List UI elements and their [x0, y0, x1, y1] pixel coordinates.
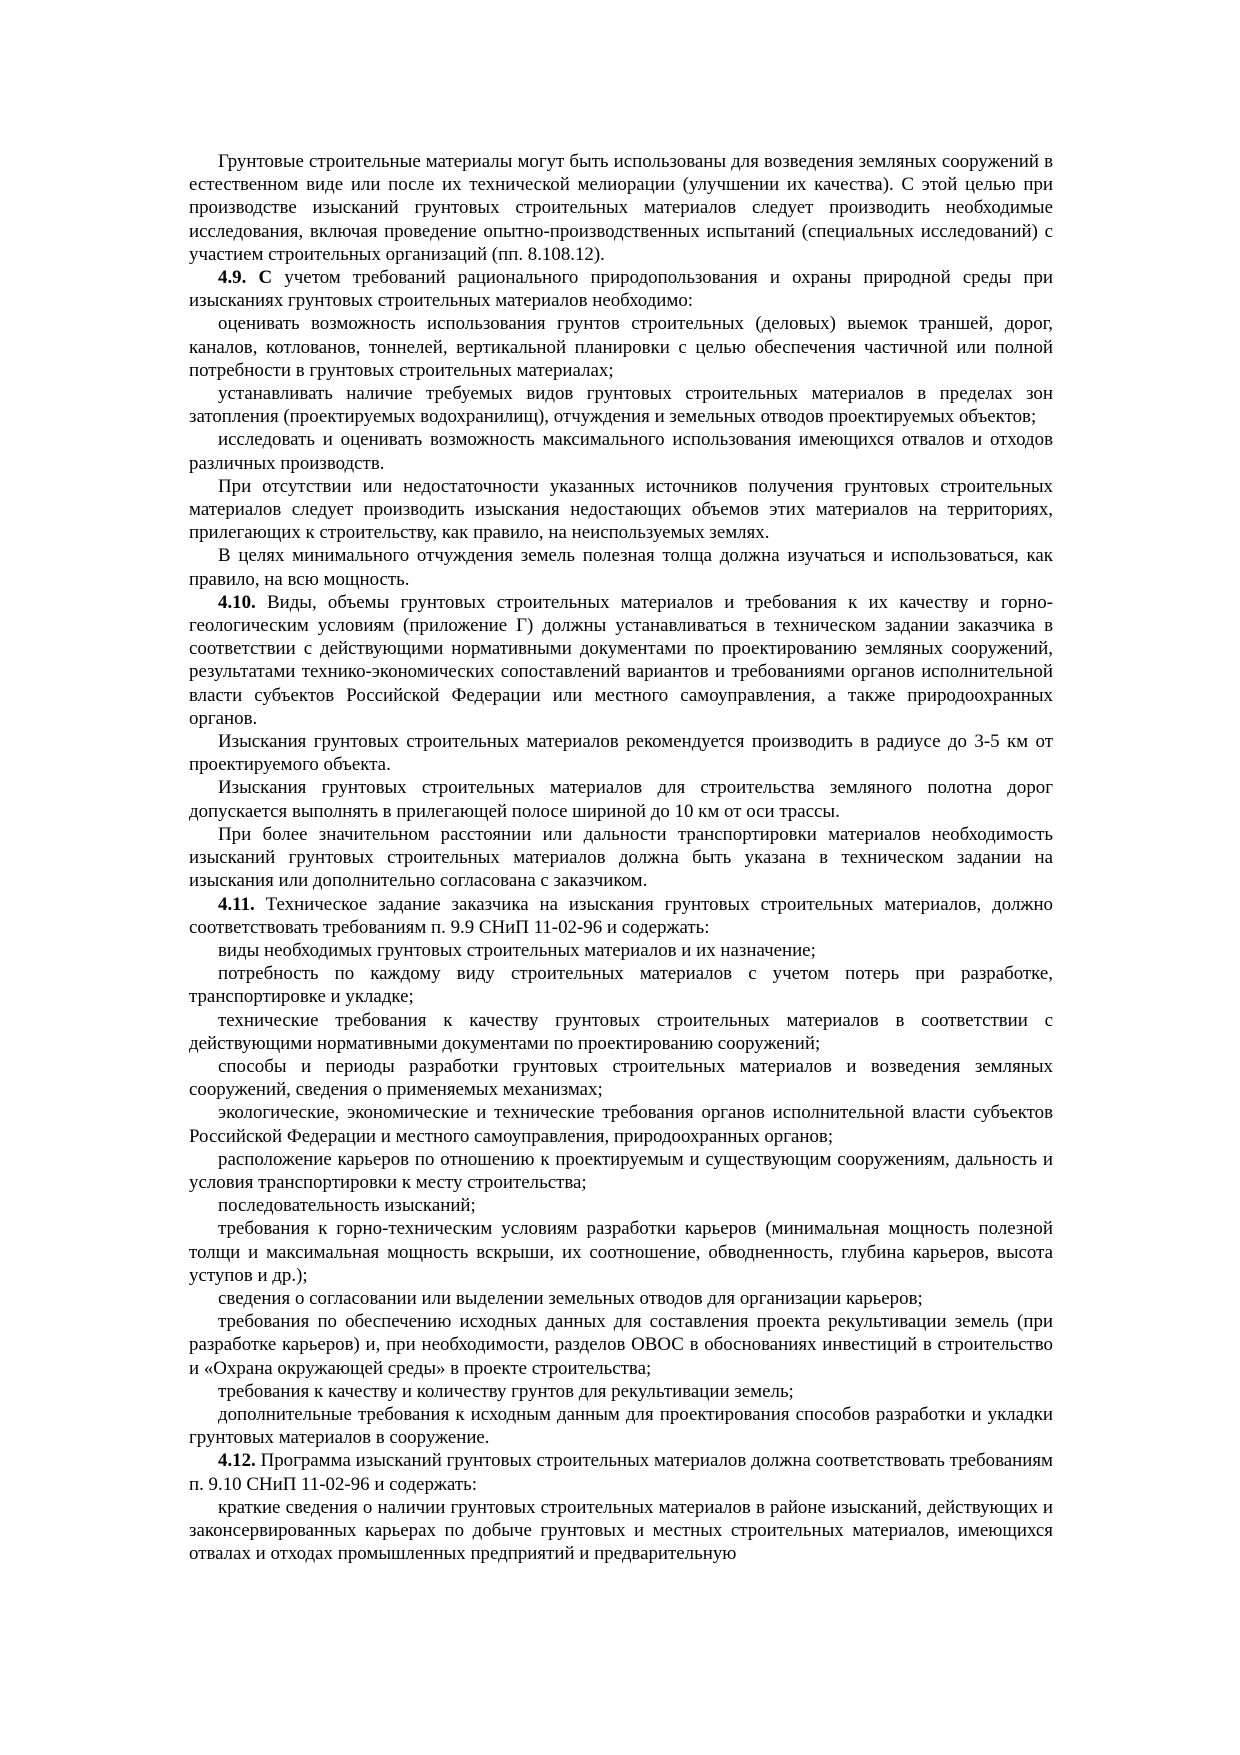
paragraph	[189, 150, 1053, 266]
paragraph	[189, 1101, 1053, 1147]
paragraph-text: расположение карьеров по отношению к проектируемым и существующим сооружениям, дальность и условия транспортировки к месту строительства;	[189, 1148, 1053, 1193]
paragraph	[189, 1148, 1053, 1194]
paragraph-text: способы и периоды разработки грунтовых строительных материалов и возведения земляных сооружений, сведения о применяемых механизмах;	[189, 1055, 1053, 1101]
clause-number: 4.9. С	[218, 267, 273, 289]
paragraph	[189, 1496, 1053, 1566]
paragraph-text: устанавливать наличие требуемых видов грунтовых строительных материалов в пределах зон затопления (проектируемых водохранилищ), отчуждения и земельных отводов проектируемых объектов;	[189, 383, 1053, 428]
paragraph-text: оценивать возможность использования грунтов строительных (деловых) выемок траншей, дорог, каналов, котлованов, тоннелей, вертикальной планировки с целью обеспечения частичной или полной потребности в грунтовых строительных материалах;	[189, 313, 1053, 381]
paragraph	[189, 1449, 1053, 1495]
paragraph-text: Программа изысканий грунтовых строительных материалов должна соответствовать требованиям п. 9.10 СНиП 11-02-96 и содержать:	[189, 1450, 1053, 1495]
paragraph-text: Изыскания грунтовых строительных материалов рекомендуется производить в радиусе до 3-5 км от проектируемого объекта.	[189, 731, 1053, 776]
paragraph-text: исследовать и оценивать возможность максимального использования имеющихся отвалов и отходов различных производств.	[189, 429, 1053, 474]
paragraph	[189, 475, 1053, 545]
paragraph-text: Техническое задание заказчика на изыскания грунтовых строительных материалов, должно соответствовать требованиям п. 9.9 СНиП 11-02-96 и содержать:	[189, 893, 1053, 938]
paragraph	[189, 1217, 1053, 1287]
paragraph	[189, 1009, 1053, 1055]
paragraph-text: учетом требований рационального природопользования и охраны природной среды при изысканиях грунтовых строительных материалов необходимо:	[189, 267, 1053, 312]
paragraph-text: сведения о согласовании или выделении земельных отводов для организации карьеров;	[218, 1287, 923, 1309]
paragraph	[189, 776, 1053, 822]
paragraph	[189, 1403, 1053, 1449]
paragraph	[189, 730, 1053, 776]
paragraph	[189, 1310, 1053, 1380]
paragraph	[189, 939, 1053, 962]
paragraph-text: потребность по каждому виду строительных материалов с учетом потерь при разработке, транспортировке и укладке;	[189, 963, 1053, 1008]
paragraph	[189, 312, 1053, 382]
paragraph	[189, 823, 1053, 893]
paragraph-text: При отсутствии или недостаточности указанных источников получения грунтовых строительных материалов следует производить изыскания недостающих объемов этих материалов на территориях, прилегающих к строительству, как правило, на неиспользуемых землях.	[189, 475, 1053, 544]
paragraph-text: требования к горно-техническим условиям разработки карьеров (минимальная мощность полезной толщи и максимальная мощность вскрыши, их соотношение, обводненность, глубина карьеров, высота уступов и др.);	[189, 1218, 1053, 1286]
paragraph	[189, 1194, 1053, 1217]
paragraph	[189, 962, 1053, 1008]
document-page	[189, 150, 1053, 1565]
clause-number: 4.11.	[218, 893, 255, 915]
paragraph	[189, 1380, 1053, 1403]
paragraph	[189, 544, 1053, 590]
paragraph-text: краткие сведения о наличии грунтовых строительных материалов в районе изысканий, действующих и законсервированных карьерах по добыче грунтовых и местных строительных материалов, имеющихся отвалах и отходах промышленных предприятий и предварительную	[189, 1496, 1053, 1565]
paragraph-text: дополнительные требования к исходным данным для проектирования способов разработки и укладки грунтовых материалов в сооружение.	[189, 1403, 1053, 1449]
paragraph-text: Виды, объемы грунтовых строительных материалов и требования к их качеству и горно-геологическим условиям (приложение Г) должны устанавливаться в техническом задании заказчика в соответствии с действующими нормативными документами по проектированию земляных сооружений, результатами технико-экономических сопоставлений вариантов и требованиями органов исполнительной власти субъектов Российской Федерации или местного самоуправления, а также природоохранных органов.	[189, 591, 1053, 729]
paragraph-text: требования по обеспечению исходных данных для составления проекта рекультивации земель (при разработке карьеров) и, при необходимости, разделов ОВОС в обоснованиях инвестиций в строительство и «Охрана окружающей среды» в проекте строительства;	[189, 1311, 1053, 1379]
paragraph	[189, 382, 1053, 428]
paragraph	[189, 266, 1053, 312]
paragraph-text: При более значительном расстоянии или дальности транспортировки материалов необходимость изысканий грунтовых строительных материалов должна быть указана в техническом задании на изыскания или дополнительно согласована с заказчиком.	[189, 823, 1053, 892]
paragraph	[189, 591, 1053, 730]
paragraph	[189, 1055, 1053, 1101]
paragraph-text: последовательность изысканий;	[218, 1195, 476, 1217]
paragraph-text: В целях минимального отчуждения земель полезная толща должна изучаться и использоваться, как правило, на всю мощность.	[189, 545, 1053, 590]
paragraph-text: экологические, экономические и технические требования органов исполнительной власти субъектов Российской Федерации и местного самоуправления, природоохранных органов;	[189, 1102, 1053, 1147]
clause-number: 4.12.	[218, 1450, 256, 1472]
paragraph	[189, 1287, 1053, 1310]
paragraph-text: технические требования к качеству грунтовых строительных материалов в соответствии с действующими нормативными документами по проектированию сооружений;	[189, 1009, 1053, 1054]
paragraph-text: требования к качеству и количеству грунтов для рекультивации земель;	[218, 1380, 794, 1402]
paragraph	[189, 428, 1053, 474]
paragraph-text: Изыскания грунтовых строительных материалов для строительства земляного полотна дорог допускается выполнять в прилегающей полосе шириной до 10 км от оси трассы.	[189, 777, 1053, 822]
paragraph	[189, 893, 1053, 939]
paragraph-text: Грунтовые строительные материалы могут быть использованы для возведения земляных сооружений в естественном виде или после их технической мелиорации (улучшении их качества). С этой целью при производстве изысканий грунтовых строительных материалов следует производить необходимые исследования, включая проведение опытно-производственных испытаний (специальных исследований) с участием строительных организаций (пп. 8.108.12).	[189, 151, 1053, 265]
paragraph-text: виды необходимых грунтовых строительных материалов и их назначение;	[218, 939, 816, 961]
clause-number: 4.10.	[218, 591, 256, 613]
